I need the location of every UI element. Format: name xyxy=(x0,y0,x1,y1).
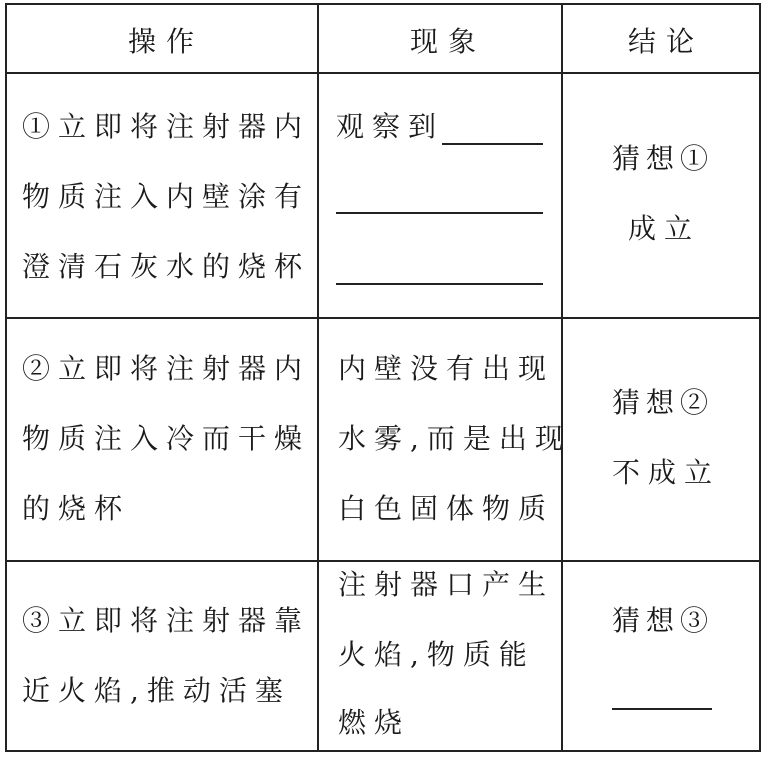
header-conclusion: 结论 xyxy=(628,25,705,58)
row2-conclusion-line1: 猜想② xyxy=(612,386,715,419)
row2-phenomenon-line1: 内壁没有出现 xyxy=(338,352,555,385)
row1-answer-blank-1[interactable] xyxy=(442,143,543,145)
row3-phenomenon-line2: 火焰,物质能 xyxy=(338,638,535,671)
row1-operation-line2: 物质注入内壁涂有 xyxy=(22,180,311,213)
row2-conclusion-line2: 不成立 xyxy=(612,456,721,489)
table-border-right xyxy=(759,3,761,752)
row1-operation-line1: ①立即将注射器内 xyxy=(22,110,311,143)
row1-answer-blank-2[interactable] xyxy=(336,212,543,214)
row3-conclusion-line1: 猜想③ xyxy=(612,604,715,637)
table-border-left xyxy=(5,3,7,752)
row2-operation-line1: ②立即将注射器内 xyxy=(22,352,311,385)
row3-answer-blank[interactable] xyxy=(612,708,712,710)
row3-phenomenon-line3: 燃烧 xyxy=(338,706,411,739)
table-border-top xyxy=(5,3,760,5)
row1-operation-line3: 澄清石灰水的烧杯 xyxy=(22,250,311,283)
row3-operation-line2: 近火焰,推动活塞 xyxy=(22,674,291,707)
row3-phenomenon-line1: 注射器口产生 xyxy=(338,568,555,601)
row1-answer-blank-3[interactable] xyxy=(336,283,543,285)
row2-phenomenon-line3: 白色固体物质 xyxy=(338,492,555,525)
row1-conclusion-line2: 成立 xyxy=(628,212,701,245)
header-phenomenon: 现象 xyxy=(410,25,487,58)
column-divider-2 xyxy=(561,3,563,752)
row-divider-1 xyxy=(5,317,760,319)
column-divider-1 xyxy=(317,3,319,752)
row2-phenomenon-line2: 水雾,而是出现 xyxy=(338,422,571,455)
row1-phenomenon-text: 观察到 xyxy=(336,110,445,143)
header-operation: 操作 xyxy=(128,25,205,58)
row1-conclusion-line1: 猜想① xyxy=(612,142,715,175)
row3-operation-line1: ③立即将注射器靠 xyxy=(22,604,311,637)
row-divider-header xyxy=(5,72,760,74)
row2-operation-line3: 的烧杯 xyxy=(22,492,131,525)
row2-operation-line2: 物质注入冷而干燥 xyxy=(22,422,311,455)
